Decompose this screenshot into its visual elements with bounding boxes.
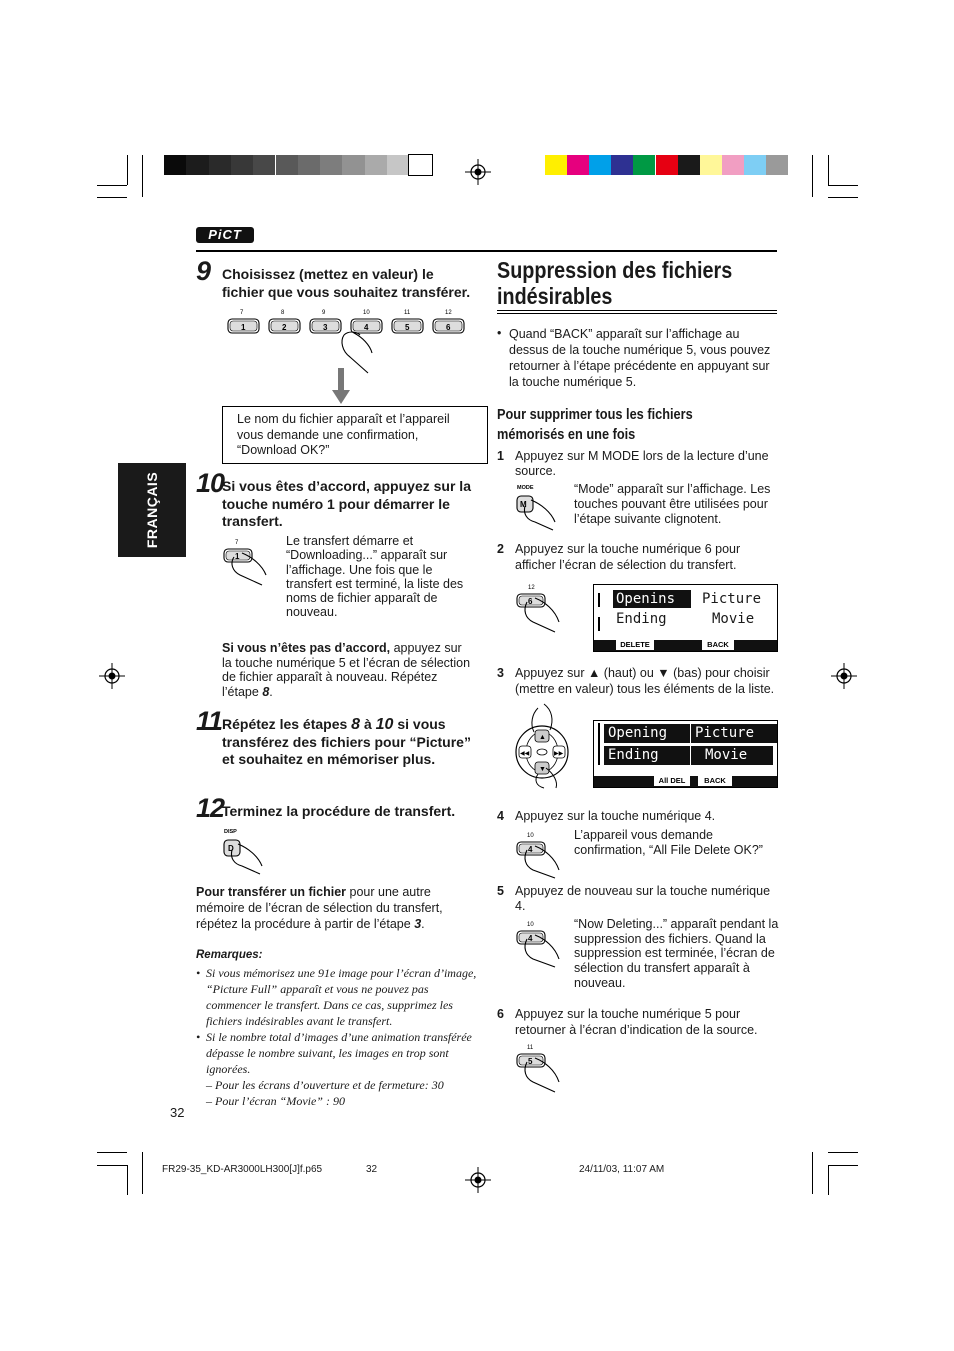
r-step-5-desc: “Now Deleting...” apparaît pendant la suppression des fichiers. Quand la suppression est terminée, l’écran de sélection du transfert apparaît à nouveau. <box>574 917 779 990</box>
lcd1-back-label: BACK <box>702 640 734 650</box>
footer-date: 24/11/03, 11:07 AM <box>579 1164 665 1175</box>
swatch-color-5 <box>633 155 655 175</box>
key-small-label: 11 <box>404 310 411 316</box>
remark-2b: – Pour l’écran “Movie” : 90 <box>206 1094 345 1108</box>
step-10-description: Le transfert démarre et “Downloading...” apparaît sur l’affichage. Une fois que le transfert est terminé, la liste des noms de fichier apparaît de nouveau. <box>286 534 464 620</box>
key-4-press-icon-a <box>515 830 571 880</box>
step-11-post: si vous transférez des fichiers pour “Picture” et souhaitez en mémoriser plus. <box>222 716 471 767</box>
svg-text:11: 11 <box>527 1045 534 1051</box>
key-small-label: 12 <box>445 310 452 316</box>
swatch-gray-7 <box>298 155 320 175</box>
step-9-title: Choisissez (mettez en valeur) le fichier que vous souhaitez transférer. <box>222 266 471 300</box>
number-key-label: 3 <box>323 323 328 332</box>
swatch-color-6 <box>656 155 678 175</box>
remark-2a: – Pour les écrans d’ouverture et de fermeture: 30 <box>206 1078 444 1092</box>
svg-text:10: 10 <box>527 922 534 928</box>
down-arrow-icon <box>332 368 350 404</box>
disp-key-press-icon <box>222 826 278 876</box>
pict-logo <box>196 227 254 243</box>
key-1-small-label: 7 <box>235 540 239 546</box>
key-4-press-icon-b <box>515 919 571 969</box>
r-step-1-text: Appuyez sur M MODE lors de la lecture d’une source. <box>515 449 769 478</box>
step-11-number: 11 <box>196 706 223 736</box>
step-12-title: Terminez la procédure de transfert. <box>222 803 456 819</box>
svg-text:DISP: DISP <box>224 829 237 835</box>
transfer-bold: Pour transférer un fichier <box>196 885 347 899</box>
remark-2-bullet: • <box>196 1030 201 1044</box>
lcd2-back-label: BACK <box>698 776 732 786</box>
lcd1-item-opening: Openins <box>613 590 691 608</box>
r-step-6-text: Appuyez sur la touche numérique 5 pour retourner à l’écran d’indication de la source. <box>515 1007 758 1037</box>
swatch-gray-4 <box>231 155 253 175</box>
r-step-4-text: Appuyez sur la touche numérique 4. <box>515 809 716 823</box>
step-11-ref1: 8 <box>351 716 361 733</box>
swatch-color-11 <box>766 155 788 175</box>
key-6-press-icon <box>515 582 571 634</box>
number-key-label: 4 <box>364 323 369 332</box>
lcd1-item-movie: Movie <box>712 611 755 627</box>
swatch-gray-3 <box>209 155 231 175</box>
lcd2-item-opening: Opening <box>604 724 690 743</box>
registration-mark-bottom <box>465 1167 491 1193</box>
finger-press-icon <box>342 332 372 373</box>
number-key-label: 2 <box>282 323 287 332</box>
svg-text:D: D <box>228 844 234 853</box>
key-small-label: 8 <box>281 310 285 316</box>
footer-file: FR29-35_KD-AR3000LH300[J]f.p65 <box>162 1164 323 1175</box>
pict-logo-text: PiCT <box>208 227 242 242</box>
transfer-other-paragraph: Pour transférer un fichier pour une autre mémoire de l’écran de sélection du transfert, répétez la procédure à partir de l’étape 3. <box>196 885 443 931</box>
r-step-3-text: Appuyez sur ▲ (haut) ou ▼ (bas) pour choisir (mettre en valeur) tous les éléments de la liste. <box>515 666 775 696</box>
swatch-gray-2 <box>186 155 208 175</box>
transfer-step-ref: 3 <box>414 917 422 931</box>
page-number: 32 <box>170 1105 185 1120</box>
svg-text:10: 10 <box>527 833 534 839</box>
r-step-3-num: 3 <box>497 666 504 680</box>
swatch-gray-5 <box>253 155 275 175</box>
step-11-title <box>222 716 477 769</box>
step-10-number: 10 <box>196 468 225 498</box>
r-step-4-num: 4 <box>497 809 504 823</box>
intro-text: Quand “BACK” apparaît sur l’affichage au dessus de la touche numérique 5, vous pouvez retourner à l’étape précédente en appuyant sur la touche numérique 5. <box>509 327 771 389</box>
remark-2: Si le nombre total d’images d’une animation transférée dépasse le nombre suivant, les images en trop sont ignorées. <box>206 1030 472 1076</box>
disagree-bold: Si vous n’êtes pas d’accord, <box>222 641 391 655</box>
subheading: Pour supprimer tous les fichiers mémorisés en une fois <box>497 407 693 443</box>
lcd2-item-ending: Ending <box>604 746 690 765</box>
lcd1-item-ending: Ending <box>616 611 667 627</box>
download-confirm-text: Le nom du fichier apparaît et l’appareil vous demande une confirmation, “Download OK?” <box>237 412 450 457</box>
step-11-mid: à <box>360 716 376 732</box>
r-step-5-num: 5 <box>497 884 504 898</box>
remarks-title: Remarques: <box>196 949 263 961</box>
number-key-label: 6 <box>446 323 451 332</box>
remark-1: Si vous mémorisez une 91e image pour l’écran d’image, “Picture Full” apparaît et vous ne pouvez pas commencer le transfert. Dans ce cas, supprimez les fichiers indésirables avant le transfert. <box>206 966 477 1028</box>
registration-mark-top <box>465 159 491 185</box>
mode-key-press-icon <box>515 482 571 532</box>
up-arrow-icon: ▲ <box>539 734 546 741</box>
swatch-gray-10 <box>365 155 387 175</box>
r-step-2-text: Appuyez sur la touche numérique 6 pour afficher l’écran de sélection du transfert. <box>515 542 741 572</box>
swatch-gray-8 <box>320 155 342 175</box>
svg-text:▶▶: ▶▶ <box>554 751 564 757</box>
lcd1-delete-label: DELETE <box>616 640 654 650</box>
r-step-1-num: 1 <box>497 449 504 463</box>
step-9-number: 9 <box>196 256 211 286</box>
svg-text:MODE: MODE <box>517 485 534 491</box>
swatch-color-8 <box>700 155 722 175</box>
svg-text:◀◀: ◀◀ <box>520 751 530 757</box>
swatch-color-3 <box>589 155 611 175</box>
lcd2-alldel-label: All DEL <box>654 776 690 786</box>
svg-text:12: 12 <box>528 585 535 591</box>
intro-bullet: • <box>497 326 502 340</box>
footer-page: 32 <box>366 1164 378 1175</box>
r-step-1-desc: “Mode” apparaît sur l’affichage. Les touches pouvant être utilisées pour l’étape suivante clignotent. <box>574 482 771 526</box>
down-arrow-small-icon: ▼ <box>539 766 546 773</box>
swatch-color-9 <box>722 155 744 175</box>
lcd-screen-1 <box>593 584 778 652</box>
swatch-gray-12 <box>409 155 431 175</box>
language-tab-label: FRANÇAIS <box>144 471 160 549</box>
key-small-label: 7 <box>240 310 244 316</box>
transfer-rest: pour une autre mémoire de l’écran de sélection du transfert, répétez la procédure à partir de l’étape <box>196 885 443 931</box>
download-confirm-box <box>222 406 488 464</box>
step-11-pre: Répétez les étapes <box>222 716 352 732</box>
r-step-2-num: 2 <box>497 542 504 556</box>
swatch-color-7 <box>678 155 700 175</box>
remark-1-bullet: • <box>196 966 201 980</box>
lcd1-item-picture: Picture <box>702 591 762 607</box>
key-small-label: 9 <box>322 310 326 316</box>
registration-mark-right <box>831 663 857 689</box>
r-step-4-desc: L’appareil vous demande confirmation, “All File Delete OK?” <box>574 828 763 857</box>
language-tab <box>118 463 186 557</box>
svg-text:1: 1 <box>235 552 240 561</box>
svg-text:5: 5 <box>528 1057 533 1066</box>
key-small-label: 10 <box>363 310 370 316</box>
step-10-title: Si vous êtes d’accord, appuyez sur la touche numéro 1 pour démarrer le transfert. <box>222 478 471 529</box>
lcd2-item-movie: Movie <box>691 746 773 765</box>
svg-text:M: M <box>520 500 527 509</box>
section-heading <box>497 257 738 309</box>
disagree-step-ref: 8 <box>262 684 270 699</box>
step-11-ref2: 10 <box>375 716 394 733</box>
swatch-gray-9 <box>342 155 364 175</box>
r-step-6-num: 6 <box>497 1007 504 1021</box>
swatch-gray-11 <box>387 155 409 175</box>
lcd-screen-2 <box>593 720 778 788</box>
key-1-press-icon <box>222 537 278 587</box>
swatch-color-1 <box>545 155 567 175</box>
step-12-number: 12 <box>196 793 225 823</box>
lcd2-item-picture: Picture <box>691 724 777 743</box>
disagree-rest: appuyez sur la touche numérique 5 et l’écran de sélection de fichier apparaît à nouveau. Répétez l’étape <box>222 641 471 699</box>
number-key-label: 5 <box>405 323 410 332</box>
swatch-gray-6 <box>276 155 298 175</box>
disagree-paragraph: Si vous n’êtes pas d’accord, appuyez sur la touche numérique 5 et l’écran de sélection de fichier apparaît à nouveau. Répétez l’étape 8. <box>222 641 471 699</box>
key-5-press-icon <box>515 1042 571 1094</box>
svg-text:4: 4 <box>528 845 533 854</box>
svg-text:6: 6 <box>528 597 533 606</box>
svg-text:4: 4 <box>528 934 533 943</box>
r-step-5-text: Appuyez de nouveau sur la touche numérique 4. <box>515 884 771 913</box>
registration-mark-left <box>99 663 125 689</box>
section-heading-line1: Suppression des fichiers <box>497 257 733 283</box>
swatch-color-4 <box>611 155 633 175</box>
number-keys-row <box>222 305 472 375</box>
swatch-gray-1 <box>164 155 186 175</box>
swatch-color-2 <box>567 155 589 175</box>
header-rule <box>196 250 777 252</box>
number-key-label: 1 <box>241 323 246 332</box>
heading-rule-2 <box>497 313 777 314</box>
section-heading-line2: indésirables <box>497 283 613 309</box>
heading-rule-1 <box>497 310 777 311</box>
control-pad-icon <box>510 702 580 790</box>
swatch-color-10 <box>744 155 766 175</box>
